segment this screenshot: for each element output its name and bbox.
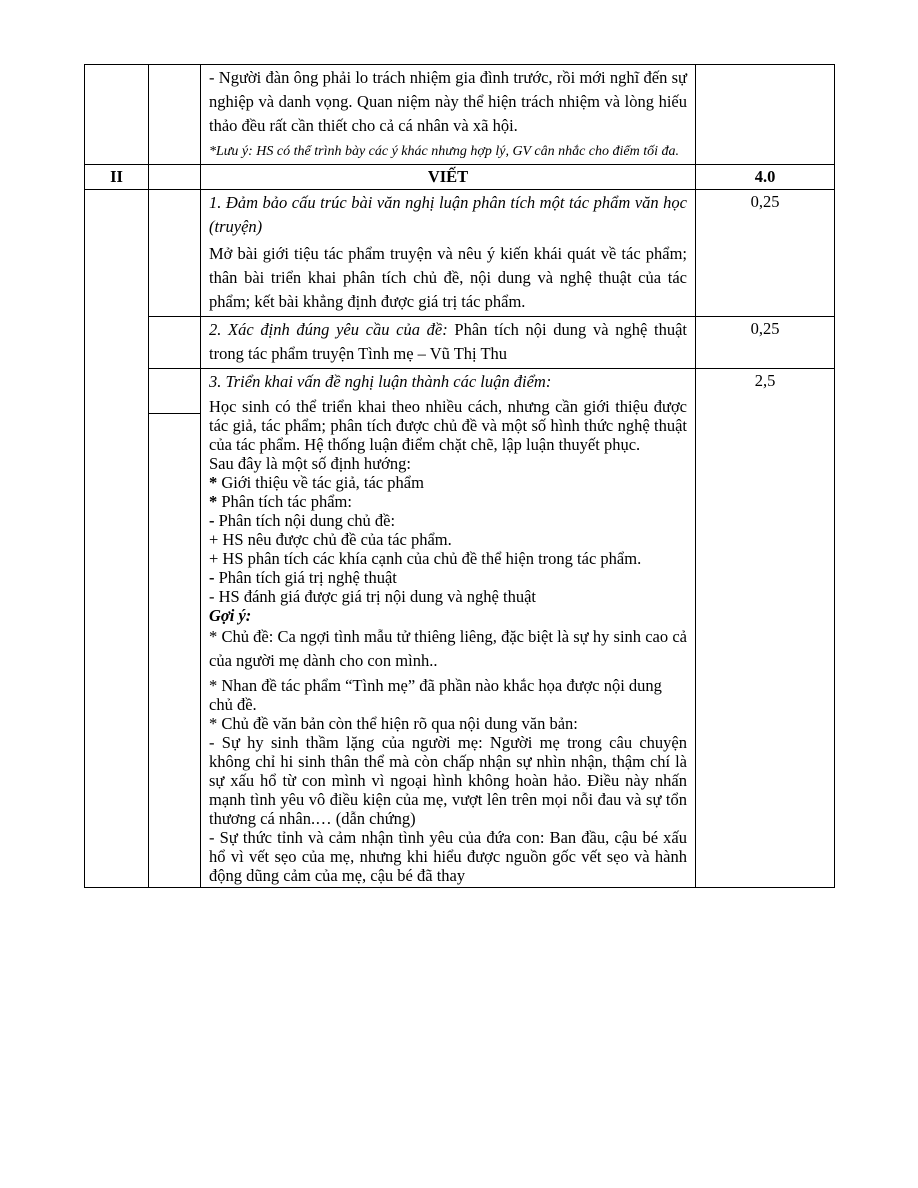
item3-intro: Học sinh có thể triển khai theo nhiều cách, nhưng cần giới thiệu được tác giả, tác phẩm; phân tích được chủ đề và một số hình thức nghệ thuật của tác phẩm. Hệ thống luận điểm chặt chẽ, lập luận thuyết phục. — [209, 397, 687, 454]
item3-line: + HS nêu được chủ đề của tác phẩm. — [209, 530, 452, 549]
item3-line: - Phân tích giá trị nghệ thuật — [209, 568, 397, 587]
cell-score — [696, 65, 835, 165]
cell-content — [201, 369, 696, 888]
answer-text: - Người đàn ông phải lo trách nhiệm gia đình trước, rồi mới nghĩ đến sự nghiệp và danh vọng. Quan niệm này thể hiện trách nhiệm và lòng hiếu thảo đều rất cần thiết cho cả cá nhân và xã hội. — [209, 68, 687, 135]
item1-heading: 1. Đảm bảo cấu trúc bài văn nghị luận phân tích một tác phẩm văn học (truyện) — [209, 193, 687, 236]
table-row-continuation — [85, 65, 835, 165]
question-subcell — [149, 369, 200, 414]
cell-question — [149, 317, 201, 369]
item3-line: - HS đánh giá được giá trị nội dung và nghệ thuật — [209, 587, 536, 606]
hint-line: * Nhan đề tác phẩm “Tình mẹ” đã phần nào khắc họa được nội dung chủ đề. — [209, 676, 662, 714]
cell-part-merged — [85, 190, 149, 888]
item3-line: * Phân tích tác phẩm: — [209, 492, 352, 511]
item3-line: Sau đây là một số định hướng: — [209, 454, 411, 473]
item3-line: + HS phân tích các khía cạnh của chủ đề thể hiện trong tác phẩm. — [209, 549, 642, 568]
grading-page — [84, 64, 834, 888]
table-row-section-header — [85, 165, 835, 190]
item2-heading: 2. Xác định đúng yêu cầu của đề: — [209, 320, 448, 339]
section-score: 4.0 — [696, 165, 835, 190]
table-row-item1 — [85, 190, 835, 317]
item2-text — [209, 318, 687, 366]
cell-question — [149, 65, 201, 165]
hint-label: Gợi ý: — [209, 606, 252, 625]
item3-line: * Giới thiệu về tác giả, tác phẩm — [209, 473, 424, 492]
hint-line: * Chủ đề văn bản còn thể hiện rõ qua nội dung văn bản: — [209, 714, 578, 733]
item1-body: Mở bài giới tiệu tác phẩm truyện và nêu ý kiến khái quát về tác phẩm; thân bài triển khai phân tích chủ đề, nội dung và nghệ thuật của tác phẩm; kết bài khẳng định được giá trị tác phẩm. — [209, 244, 687, 311]
table-row-item2 — [85, 317, 835, 369]
cell-question — [149, 165, 201, 190]
cell-content — [201, 317, 696, 369]
cell-content — [201, 65, 696, 165]
section-title: VIẾT — [201, 165, 696, 190]
item1-score: 0,25 — [696, 190, 835, 317]
hint-line: - Sự thức tỉnh và cảm nhận tình yêu của đứa con: Ban đầu, cậu bé xấu hổ vì vết sẹo của mẹ, nhưng khi hiểu được nguồn gốc vết sẹo và hành động dũng cảm của mẹ, cậu bé đã thay — [209, 828, 687, 885]
item2-score: 0,25 — [696, 317, 835, 369]
cell-question — [149, 190, 201, 317]
table-row-item3 — [85, 369, 835, 888]
cell-content — [201, 190, 696, 317]
item3-line: - Phân tích nội dung chủ đề: — [209, 511, 396, 530]
item3-score: 2,5 — [696, 369, 835, 888]
item3-heading: 3. Triển khai vấn đề nghị luận thành các luận điểm: — [209, 372, 552, 391]
grading-note: *Lưu ý: HS có thể trình bày các ý khác nhưng hợp lý, GV cân nhắc cho điểm tối đa. — [209, 144, 679, 159]
grading-table — [84, 64, 835, 888]
hint-line: * Chủ đề: Ca ngợi tình mẫu tử thiêng liêng, đặc biệt là sự hy sinh cao cả của người mẹ dành cho con mình.. — [209, 627, 687, 670]
cell-question — [149, 369, 201, 888]
hint-line: - Sự hy sinh thầm lặng của người mẹ: Người mẹ trong câu chuyện không chỉ hi sinh thân thể mà còn chấp nhận sự nhìn nhận, thậm chí là sự xấu hổ từ con mình vì ngoại hình không hoàn hảo. Điều này nhấn mạnh tình yêu vô điều kiện của mẹ, vượt lên trên mọi nỗi đau và sự tổn thương cá nhân.… (dẫn chứng) — [209, 733, 687, 828]
cell-part — [85, 65, 149, 165]
item2-body: Phân tích nội dung và nghệ thuật trong tác phẩm truyện Tình mẹ – Vũ Thị Thu — [209, 320, 687, 363]
section-number: II — [85, 165, 149, 190]
